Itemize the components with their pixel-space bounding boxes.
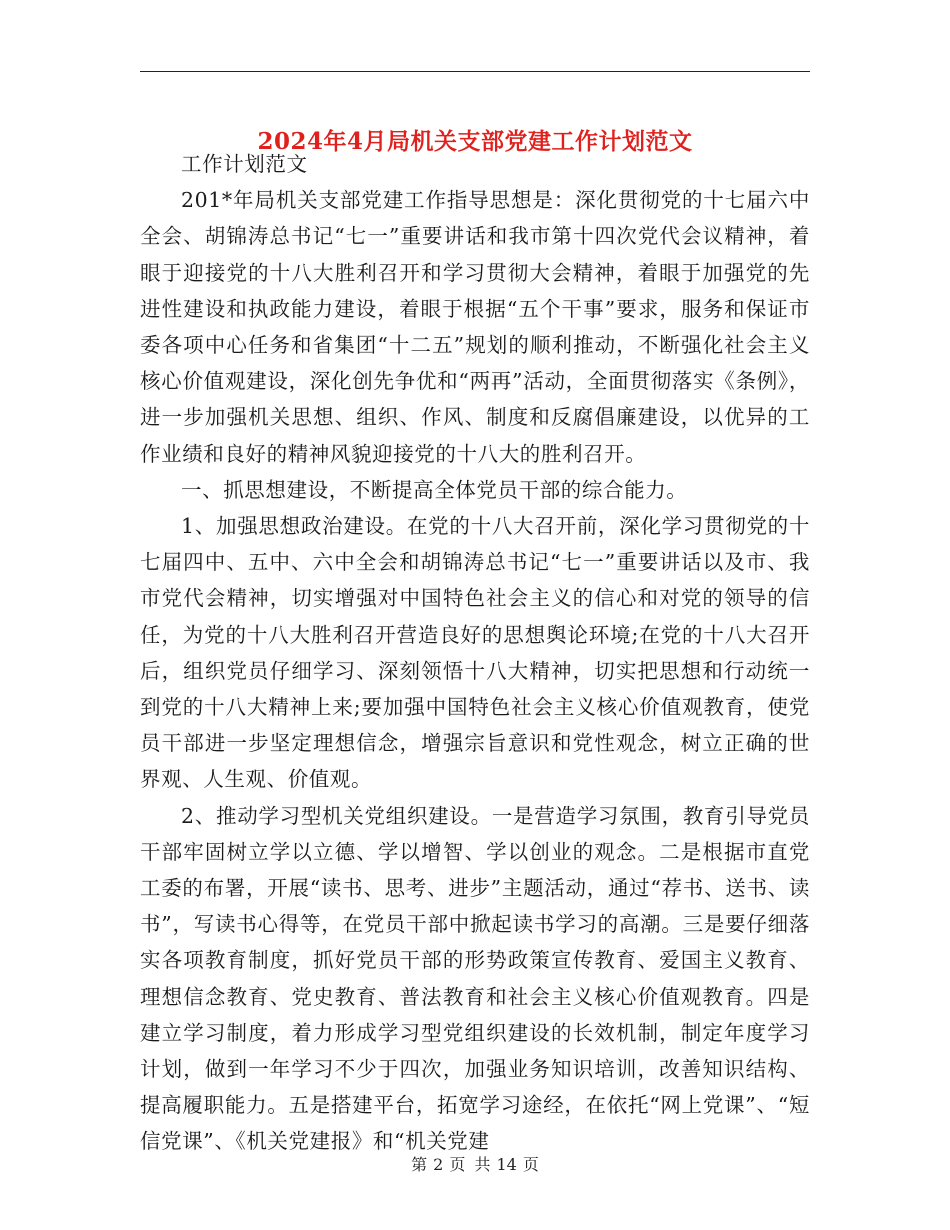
page-footer: [0, 1152, 950, 1175]
paragraph-item-2: 2、推动学习型机关党组织建设。一是营造学习氛围，教育引导党员干部牢固树立学以立德、学以增智、学以创业的观念。二是根据市直党工委的布署，开展“读书、思考、进步”主题活动，通过“荐书、送书、读书”，写读书心得等，在党员干部中掀起读书学习的高潮。三是要仔细落实各项教育制度，抓好党员干部的形势政策宣传教育、爱国主义教育、理想信念教育、党史教育、普法教育和社会主义核心价值观教育。四是建立学习制度，着力形成学习型党组织建设的长效机制，制定年度学习计划，做到一年学习不少于四次，加强业务知识培训，改善知识结构、提高履职能力。五是搭建平台，拓宽学习途经，在依托“网上党课”、“短信党课”、《机关党建报》和“机关党建: [140, 803, 810, 1154]
paragraph-item-1: 1、加强思想政治建设。在党的十八大召开前，深化学习贯彻党的十七届四中、五中、六中全会和胡锦涛总书记“七一”重要讲话以及市、我市党代会精神，切实增强对中国特色社会主义的信心和对党的领导的信任，为党的十八大胜利召开营造良好的思想舆论环境;在党的十八大召开后，组织党员仔细学习、深刻领悟十八大精神，切实把思想和行动统一到党的十八大精神上来;要加强中国特色社会主义核心价值观教育，使党员干部进一步坚定理想信念，增强宗旨意识和党性观念，树立正确的世界观、人生观、价值观。: [140, 514, 810, 792]
paragraph-guiding-thought: 201*年局机关支部党建工作指导思想是：深化贯彻党的十七届六中全会、胡锦涛总书记“七一”重要讲话和我市第十四次党代会议精神，着眼于迎接党的十八大胜利召开和学习贯彻大会精神，着眼于加强党的先进性建设和执政能力建设，着眼于根据“五个干事”要求，服务和保证市委各项中心任务和省集团“十二五”规划的顺利推动，不断强化社会主义核心价值观建设，深化创先争优和“两再”活动，全面贯彻落实《条例》，进一步加强机关思想、组织、作风、制度和反腐倡廉建设，以优异的工作业绩和良好的精神风貌迎接党的十八大的胜利召开。: [140, 188, 810, 466]
footer-middle: 页 共: [449, 1155, 491, 1174]
paragraph-subtitle: 工作计划范文: [181, 152, 308, 176]
header-rule: [140, 71, 810, 72]
document-body: [140, 146, 810, 1160]
footer-total-pages: 14: [496, 1155, 517, 1174]
footer-suffix: 页: [522, 1155, 539, 1174]
footer-prefix: 第: [411, 1155, 428, 1174]
document-title: 2024年4月局机关支部党建工作计划范文: [257, 128, 693, 156]
section-heading-1: 一、抓思想建设，不断提高全体党员干部的综合能力。: [181, 477, 688, 502]
footer-page-number: 2: [433, 1155, 444, 1174]
